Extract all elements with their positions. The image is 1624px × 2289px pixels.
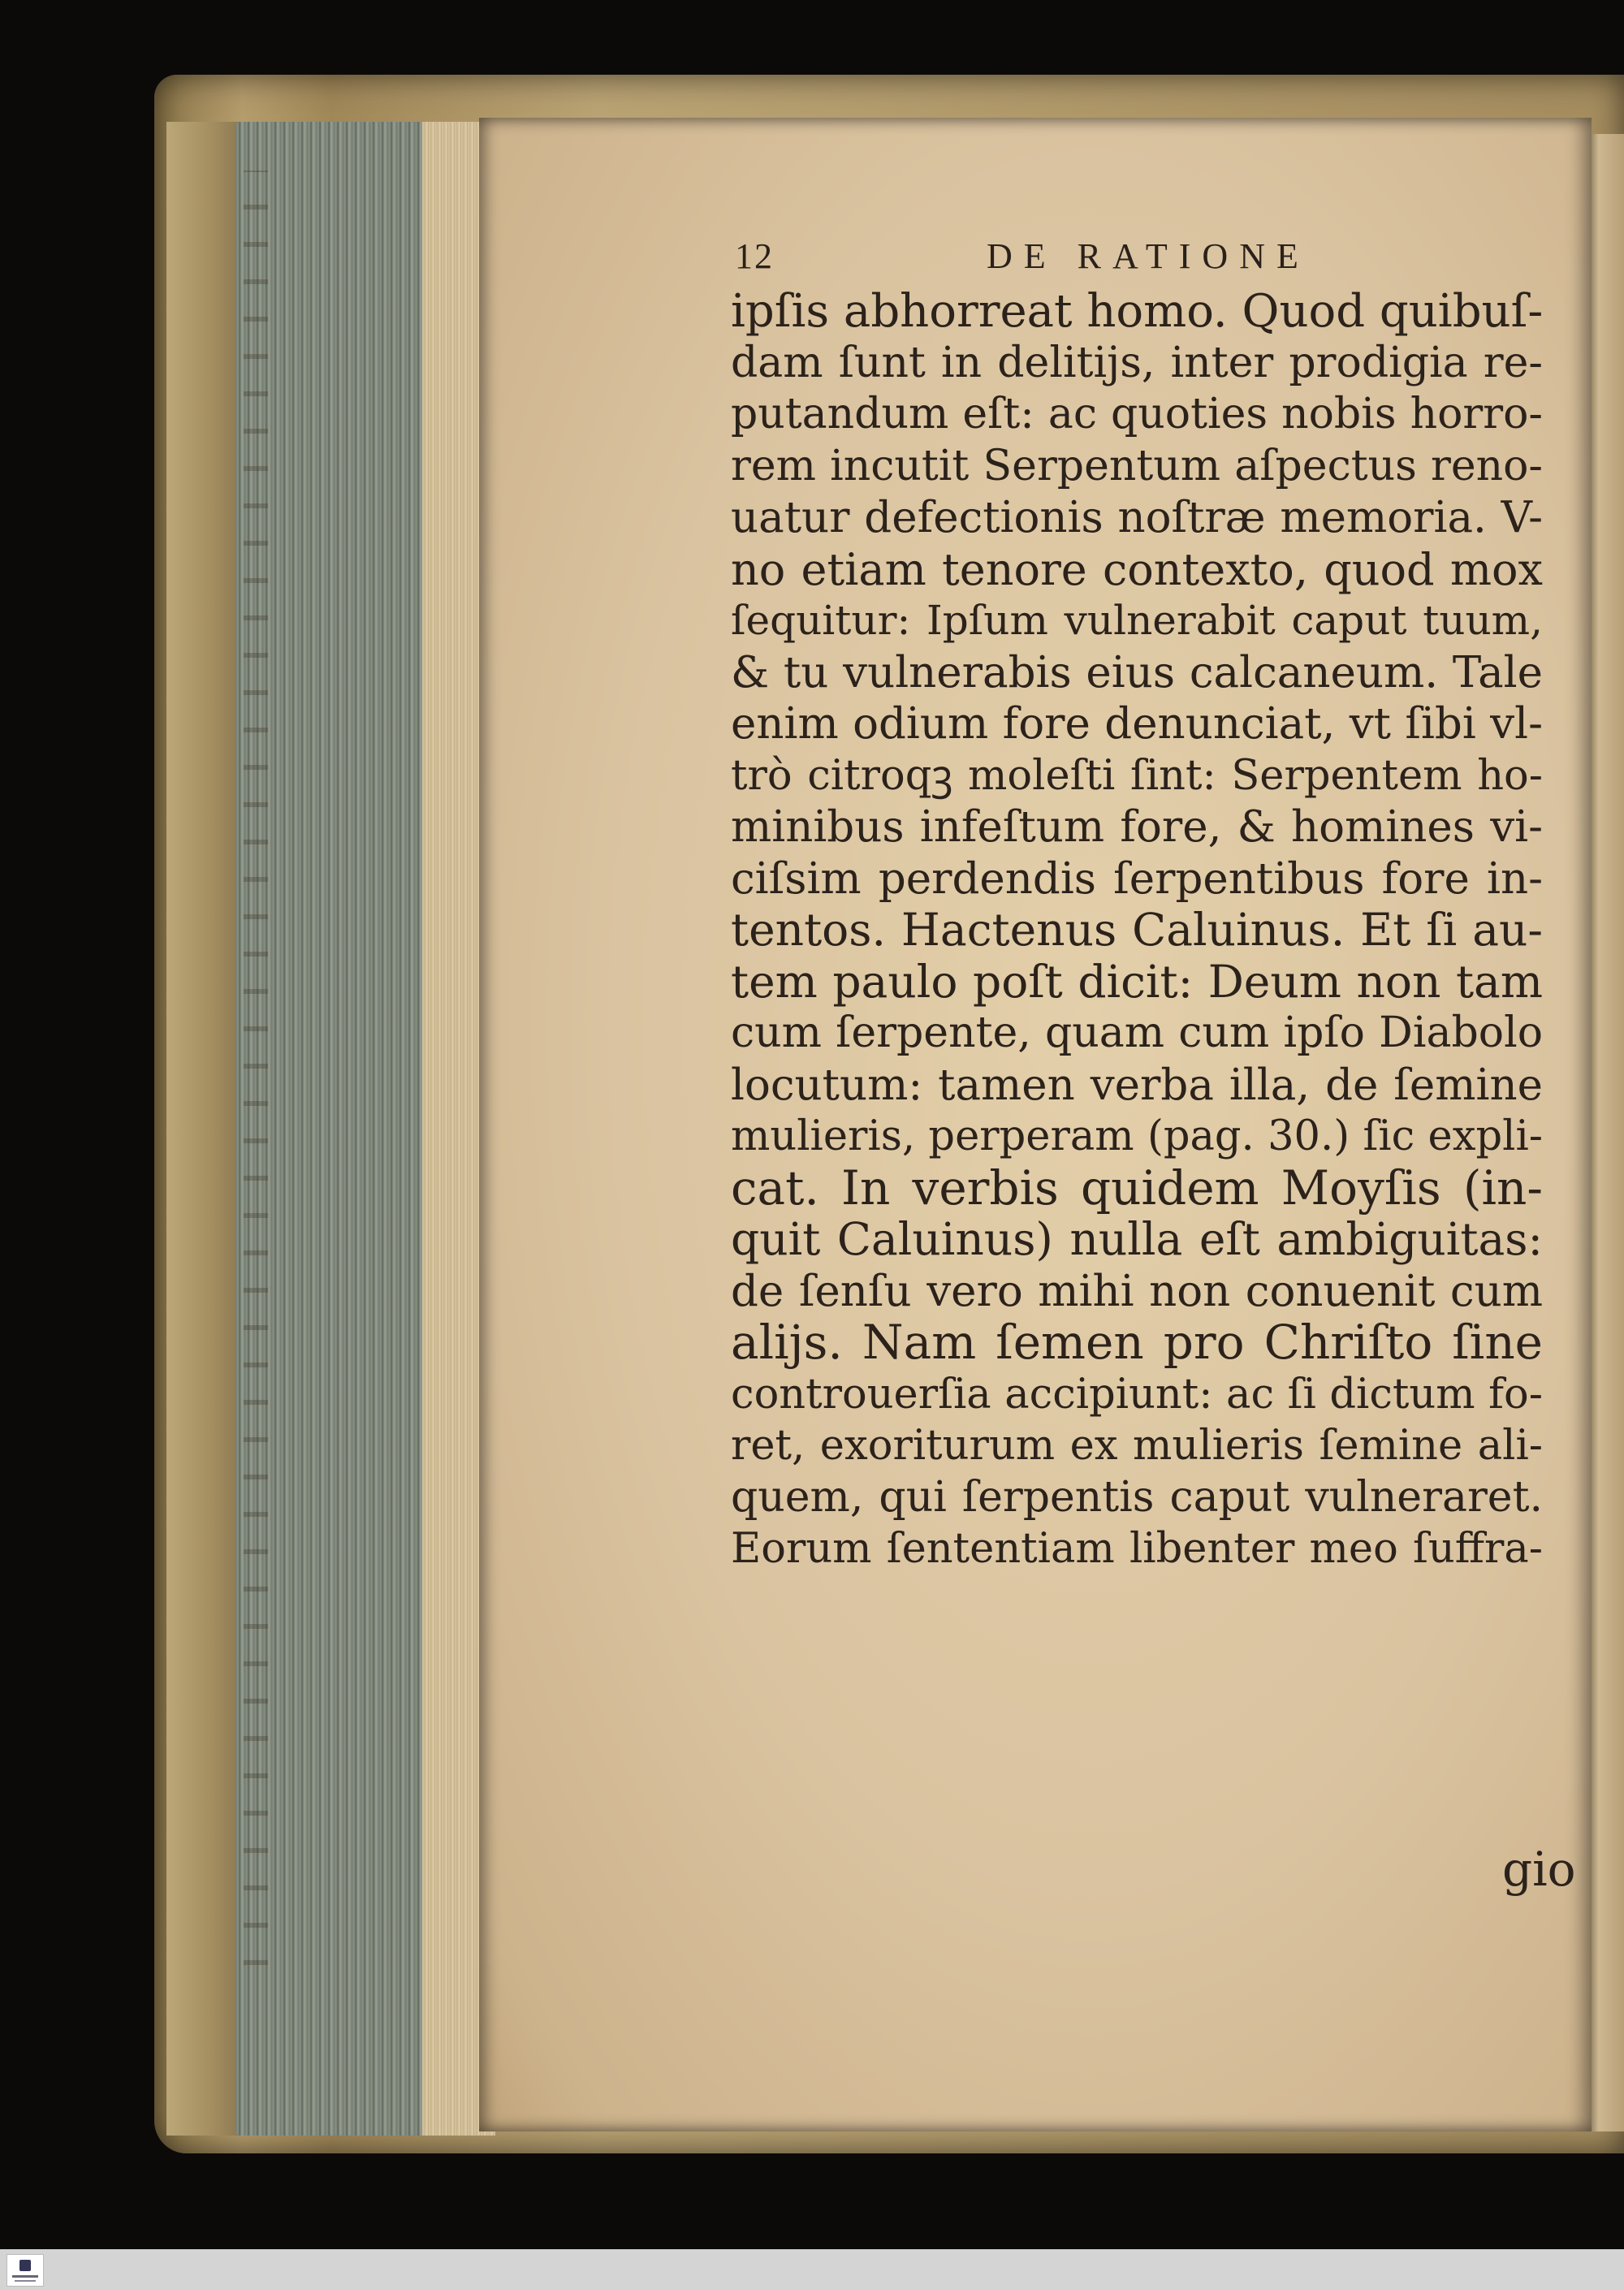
text-block bbox=[731, 286, 1543, 1575]
viewer-bottom-bar bbox=[0, 2249, 1624, 2289]
text-line: no etiam tenore contexto, quod mox bbox=[731, 543, 1543, 595]
text-line: ipſis abhorreat homo. Quod quibuſ- bbox=[731, 285, 1544, 338]
text-line: cat. In verbis quidem Moyſis (in- bbox=[731, 1160, 1543, 1216]
page-number: 12 bbox=[735, 236, 774, 276]
text-line: locutum: tamen verba illa, de ſemine bbox=[731, 1060, 1543, 1110]
page-header bbox=[735, 235, 1384, 284]
text-line: trò citroqꝫ moleſti ſint: Serpentem ho- bbox=[731, 751, 1543, 800]
spine-strip bbox=[166, 122, 240, 2136]
text-line: tentos. Hactenus Caluinus. Et ſi au- bbox=[731, 904, 1543, 956]
text-line: & tu vulnerabis eius calcaneum. Tale bbox=[731, 647, 1543, 697]
text-line: tem paulo poſt dicit: Deum non tam bbox=[731, 955, 1543, 1008]
text-line: de ſenſu vero mihi non conuenit cum bbox=[731, 1266, 1543, 1316]
text-line: controuerſia accipiunt: ac ſi dictum fo- bbox=[731, 1370, 1543, 1419]
facing-page-edge bbox=[1587, 134, 1624, 2131]
text-line: enim odium fore denunciat, vt ſibi vl- bbox=[731, 699, 1543, 749]
text-line: ret, exoriturum ex mulieris ſemine ali- bbox=[731, 1422, 1543, 1470]
text-line: ſequitur: Ipſum vulnerabit caput tuum, bbox=[731, 597, 1543, 644]
text-line: cum ſerpente, quam cum ipſo Diabolo bbox=[731, 1008, 1543, 1057]
cover-ornament bbox=[244, 171, 268, 1997]
text-line: mulieris, perperam (pag. 30.) ſic expli- bbox=[731, 1112, 1543, 1160]
text-line: quem, qui ſerpentis caput vulneraret. bbox=[731, 1472, 1543, 1522]
text-line: putandum eſt: ac quoties nobis horro- bbox=[731, 390, 1543, 438]
text-line: ciſsim perdendis ſerpentibus fore in- bbox=[731, 853, 1543, 904]
text-line: uatur defectionis noſtræ memoria. V- bbox=[731, 493, 1543, 542]
library-logo-icon[interactable] bbox=[6, 2254, 44, 2287]
text-line: dam ſunt in delitijs, inter prodigia re- bbox=[731, 338, 1543, 387]
running-head: DE RATIONE bbox=[987, 236, 1310, 276]
text-line: Eorum ſententiam libenter meo ſuffra- bbox=[731, 1525, 1543, 1573]
text-line: minibus infeſtum fore, & homines vi- bbox=[731, 802, 1543, 852]
text-line: quit Caluinus) nulla eſt ambiguitas: bbox=[731, 1213, 1543, 1265]
text-line: alijs. Nam ſemen pro Chriſto ſine bbox=[731, 1315, 1543, 1370]
catchword: gio bbox=[1502, 1842, 1576, 1897]
text-line: rem incutit Serpentum aſpectus reno- bbox=[731, 441, 1543, 490]
